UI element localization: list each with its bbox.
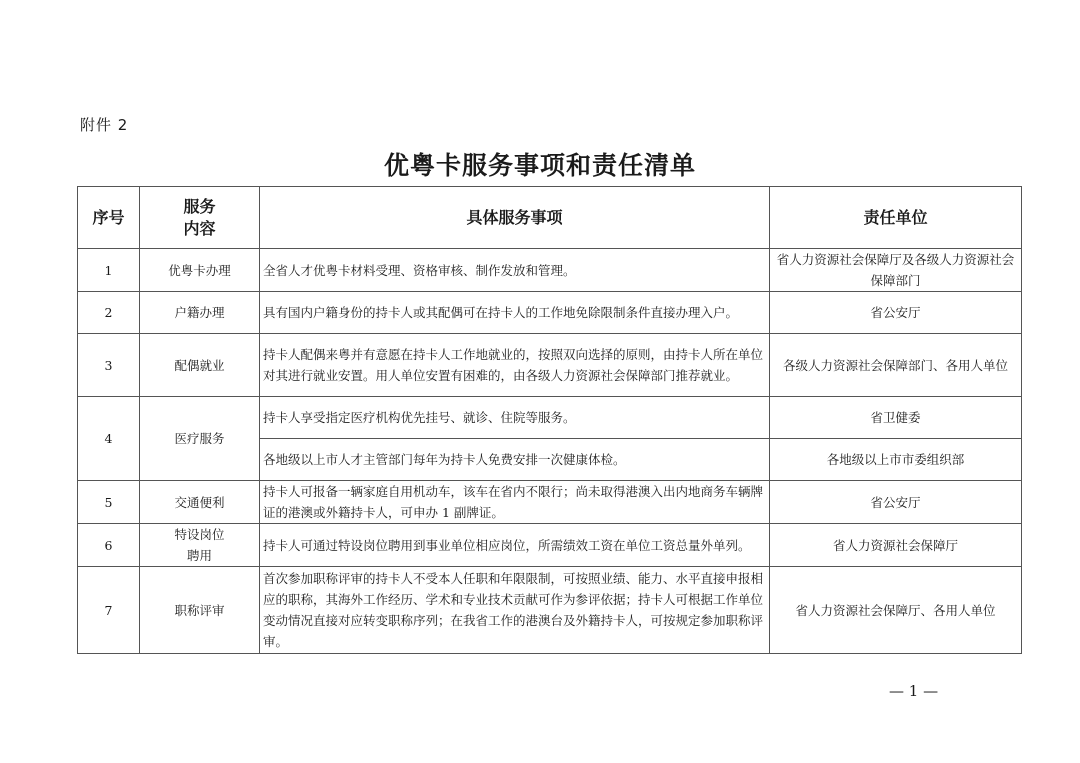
row-unit: 省人力资源社会保障厅及各级人力资源社会保障部门	[770, 249, 1022, 292]
row-service: 交通便利	[140, 481, 260, 524]
row-unit: 各地级以上市市委组织部	[770, 439, 1022, 481]
header-index: 序号	[78, 187, 140, 249]
page-number: — 1 —	[889, 682, 939, 700]
row-item: 持卡人享受指定医疗机构优先挂号、就诊、住院等服务。	[260, 397, 770, 439]
header-unit: 责任单位	[770, 187, 1022, 249]
table-row	[78, 481, 1022, 524]
row-service	[140, 524, 260, 567]
row-index: 5	[78, 481, 140, 524]
row-item: 持卡人可报备一辆家庭自用机动车，该车在省内不限行；尚未取得港澳入出内地商务车辆牌证的港澳或外籍持卡人，可申办 1 副牌证。	[260, 481, 770, 524]
row-index: 1	[78, 249, 140, 292]
row-item: 首次参加职称评审的持卡人不受本人任职和年限限制，可按照业绩、能力、水平直接申报相应的职称，其海外工作经历、学术和专业技术贡献可作为参评依据；持卡人可根据工作单位变动情况直接对应转变职称序列；在我省工作的港澳台及外籍持卡人，可按规定参加职称评审。	[260, 567, 770, 654]
row-item: 持卡人可通过特设岗位聘用到事业单位相应岗位，所需绩效工资在单位工资总量外单列。	[260, 524, 770, 567]
document-title: 优粤卡服务事项和责任清单	[383, 151, 696, 180]
row-item: 具有国内户籍身份的持卡人或其配偶可在持卡人的工作地免除限制条件直接办理入户。	[260, 292, 770, 334]
header-service	[140, 187, 260, 249]
table-row	[78, 292, 1022, 334]
row-index: 6	[78, 524, 140, 567]
table-row	[78, 567, 1022, 654]
row-unit: 省公安厅	[770, 292, 1022, 334]
header-service-line2: 内容	[183, 218, 216, 238]
header-service-line1: 服务	[183, 196, 216, 216]
row-index: 7	[78, 567, 140, 654]
row-index: 3	[78, 334, 140, 397]
table-row	[78, 397, 1022, 439]
row-unit: 省公安厅	[770, 481, 1022, 524]
row-service: 职称评审	[140, 567, 260, 654]
table-header-row	[78, 187, 1022, 249]
table-row	[78, 524, 1022, 567]
row-service: 优粤卡办理	[140, 249, 260, 292]
row-service-line1: 特设岗位	[174, 527, 225, 542]
row-service: 户籍办理	[140, 292, 260, 334]
service-table	[77, 186, 1022, 654]
row-unit: 省卫健委	[770, 397, 1022, 439]
row-index: 4	[78, 397, 140, 481]
row-item: 全省人才优粤卡材料受理、资格审核、制作发放和管理。	[260, 249, 770, 292]
header-items: 具体服务事项	[260, 187, 770, 249]
row-service-line2: 聘用	[186, 548, 212, 563]
row-service: 医疗服务	[140, 397, 260, 481]
table-row	[78, 249, 1022, 292]
row-unit: 省人力资源社会保障厅	[770, 524, 1022, 567]
row-service: 配偶就业	[140, 334, 260, 397]
row-unit: 各级人力资源社会保障部门、各用人单位	[770, 334, 1022, 397]
row-unit: 省人力资源社会保障厅、各用人单位	[770, 567, 1022, 654]
attachment-label: 附件 2	[80, 116, 129, 134]
row-item: 持卡人配偶来粤并有意愿在持卡人工作地就业的，按照双向选择的原则，由持卡人所在单位对其进行就业安置。用人单位安置有困难的，由各级人力资源社会保障部门推荐就业。	[260, 334, 770, 397]
row-index: 2	[78, 292, 140, 334]
table-row	[78, 334, 1022, 397]
row-item: 各地级以上市人才主管部门每年为持卡人免费安排一次健康体检。	[260, 439, 770, 481]
